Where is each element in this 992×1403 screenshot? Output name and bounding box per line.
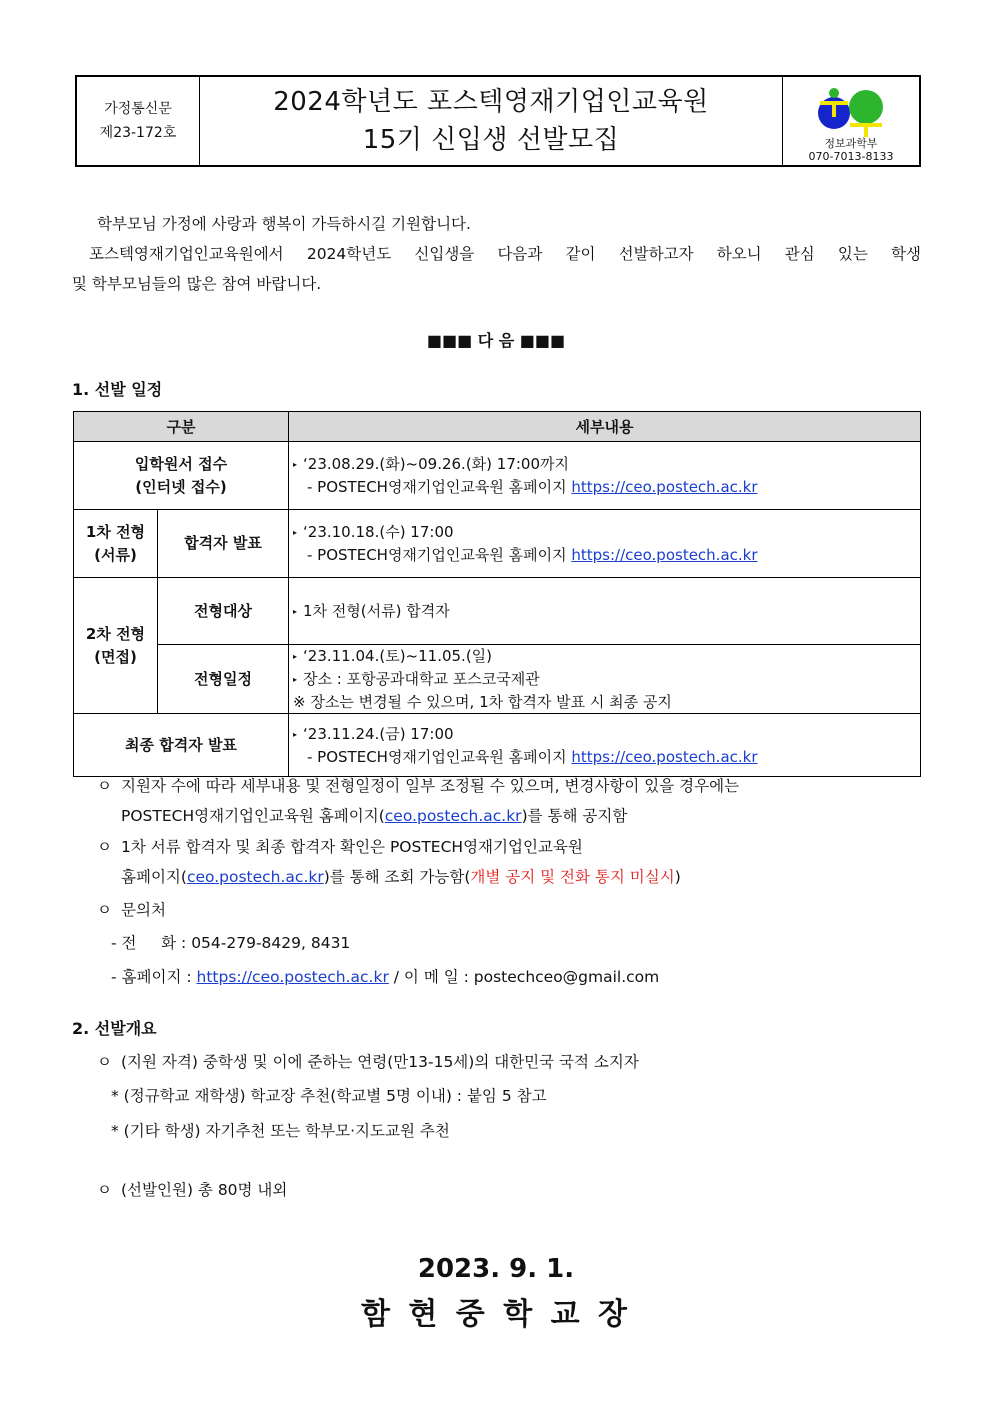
homepage-link[interactable]: ceo.postech.ac.kr xyxy=(186,868,324,886)
site-prefix: - POSTECH영재기업인교육원 홈페이지 xyxy=(307,546,572,564)
eligibility-sub2: * (기타 학생) 자기추천 또는 학부모·지도교원 추천 xyxy=(111,1122,450,1140)
schedule-table xyxy=(73,411,921,777)
table-row xyxy=(74,510,921,578)
department-cell xyxy=(782,77,919,165)
quota-text: (선발인원) 총 80명 내외 xyxy=(121,1181,288,1199)
table-row xyxy=(74,442,921,510)
table-row xyxy=(74,714,921,777)
schedule-date: ‘23.08.29.(화)~09.26.(화) 17:00까지 xyxy=(303,455,569,473)
site-prefix: - POSTECH영재기업인교육원 홈페이지 xyxy=(307,747,572,766)
table-header-category: 구분 xyxy=(74,412,289,442)
row-label: 최종 합격자 발표 xyxy=(74,714,289,777)
group-label-line2: (서류) xyxy=(94,545,137,564)
department-phone: 070-7013-8133 xyxy=(808,150,894,163)
circle-bullet-icon: ㅇ xyxy=(97,1181,112,1199)
contact-heading: 문의처 xyxy=(121,901,166,919)
homepage-link[interactable]: https://ceo.postech.ac.kr xyxy=(571,546,758,564)
quota-item xyxy=(97,1175,287,1205)
triangle-bullet-icon: ▸ xyxy=(293,528,298,537)
row-label-line1: 입학원서 접수 xyxy=(134,454,228,473)
table-header-detail: 세부내용 xyxy=(289,412,921,442)
note-text: )를 통해 조회 가능함( xyxy=(323,868,471,886)
row-label xyxy=(74,442,289,510)
row-label: 전형일정 xyxy=(158,645,289,714)
row-detail xyxy=(289,578,921,645)
note-text: ) xyxy=(674,868,681,886)
group-label xyxy=(74,510,158,578)
title-line1: 2024학년도 포스텍영재기업인교육원 xyxy=(273,87,709,117)
row-label-line2: (인터넷 접수) xyxy=(135,477,227,496)
triangle-bullet-icon: ▸ xyxy=(293,675,298,684)
contact-phone xyxy=(111,928,350,958)
notice-header xyxy=(75,75,921,167)
row-label: 합격자 발표 xyxy=(158,510,289,578)
section2-title: 2. 선발개요 xyxy=(72,1019,157,1038)
circle-bullet-icon: ㅇ xyxy=(97,777,112,795)
circle-bullet-icon: ㅇ xyxy=(97,838,112,856)
group-label xyxy=(74,578,158,714)
table-row xyxy=(74,578,921,645)
note-text: POSTECH영재기업인교육원 홈페이지( xyxy=(121,807,385,825)
title-line2: 15기 신입생 선발모집 xyxy=(362,125,620,155)
row-detail xyxy=(289,645,921,714)
intro-line1: 학부모님 가정에 사랑과 행복이 가득하시길 기원합니다. xyxy=(97,215,471,233)
group-label-line2: (면접) xyxy=(94,647,137,666)
note-adjustment xyxy=(97,771,909,831)
schedule-date: ‘23.11.04.(토)~11.05.(일) xyxy=(303,647,493,665)
row-detail xyxy=(289,442,921,510)
homepage-link[interactable]: https://ceo.postech.ac.kr xyxy=(571,747,758,766)
school-logo-icon xyxy=(816,85,886,137)
circle-bullet-icon: ㅇ xyxy=(97,901,112,919)
homepage-link[interactable]: ceo.postech.ac.kr xyxy=(384,807,522,825)
row-detail xyxy=(289,714,921,777)
notice-title xyxy=(200,77,782,165)
row-label: 전형대상 xyxy=(158,578,289,645)
note-text: 홈페이지( xyxy=(121,868,187,886)
notice-number: 제23-172호 xyxy=(99,125,177,141)
note-text: 1차 서류 합격자 및 최종 합격자 확인은 POSTECH영재기업인교육원 xyxy=(121,838,583,856)
homepage-link[interactable]: https://ceo.postech.ac.kr xyxy=(196,968,389,986)
target-detail: 1차 전형(서류) 합격자 xyxy=(303,601,450,620)
homepage-label: - 홈페이지 : xyxy=(111,968,197,986)
divider-heading: ■■■ 다 음 ■■■ xyxy=(426,331,566,350)
note-text: )를 통해 공지함 xyxy=(521,807,628,825)
eligibility-item xyxy=(97,1047,639,1077)
circle-bullet-icon: ㅇ xyxy=(97,1053,112,1071)
triangle-bullet-icon: ▸ xyxy=(293,652,298,661)
eligibility-sub1: * (정규학교 재학생) 학교장 추천(학교별 5명 이내) : 붙임 5 참고 xyxy=(111,1087,547,1105)
email-value[interactable]: postechceo@gmail.com xyxy=(473,968,660,986)
schedule-date: ‘23.11.24.(금) 17:00 xyxy=(303,724,454,743)
email-label: / 이 메 일 : xyxy=(388,968,474,986)
group-label-line1: 1차 전형 xyxy=(85,522,146,541)
notice-id-cell xyxy=(77,77,200,165)
eligibility-text: (지원 자격) 중학생 및 이에 준하는 연령(만13-15세)의 대한민국 국적 소지자 xyxy=(121,1053,639,1071)
group-label-line1: 2차 전형 xyxy=(85,624,146,643)
schedule-note: ※ 장소는 변경될 수 있으며, 1차 합격자 발표 시 최종 공지 xyxy=(293,693,672,711)
site-prefix: - POSTECH영재기업인교육원 홈페이지 xyxy=(307,478,572,496)
note-contact xyxy=(97,895,166,925)
triangle-bullet-icon: ▸ xyxy=(293,729,298,739)
department-name: 정보과학부 xyxy=(824,137,878,150)
intro-line2: 포스텍영재기업인교육원에서 2024학년도 신입생을 다음과 같이 선발하고자 하오니 관심 있는 학생 xyxy=(89,245,921,263)
section1-title: 1. 선발 일정 xyxy=(72,380,163,399)
phone-label: - 전 화 : xyxy=(111,934,192,952)
row-detail xyxy=(289,510,921,578)
intro-line3: 및 학부모님들의 많은 참여 바랍니다. xyxy=(72,275,322,293)
issue-date: 2023. 9. 1. xyxy=(417,1254,575,1284)
homepage-link[interactable]: https://ceo.postech.ac.kr xyxy=(571,478,758,496)
phone-value: 054-279-8429, 8431 xyxy=(191,934,351,952)
note-text: 지원자 수에 따라 세부내용 및 전형일정이 일부 조정될 수 있으며, 변경사항이 있을 경우에는 xyxy=(121,777,740,795)
schedule-date: ‘23.10.18.(수) 17:00 xyxy=(303,523,454,541)
table-row xyxy=(74,645,921,714)
note-result-check xyxy=(97,832,681,892)
notice-type: 가정통신문 xyxy=(104,101,172,117)
warning-text: 개별 공지 및 전화 통지 미실시 xyxy=(470,868,675,886)
schedule-place: 장소 : 포항공과대학교 포스코국제관 xyxy=(303,670,540,688)
signer: 함 현 중 학 교 장 xyxy=(360,1297,632,1332)
triangle-bullet-icon: ▸ xyxy=(293,606,298,616)
triangle-bullet-icon: ▸ xyxy=(293,460,298,469)
contact-web xyxy=(111,962,659,992)
